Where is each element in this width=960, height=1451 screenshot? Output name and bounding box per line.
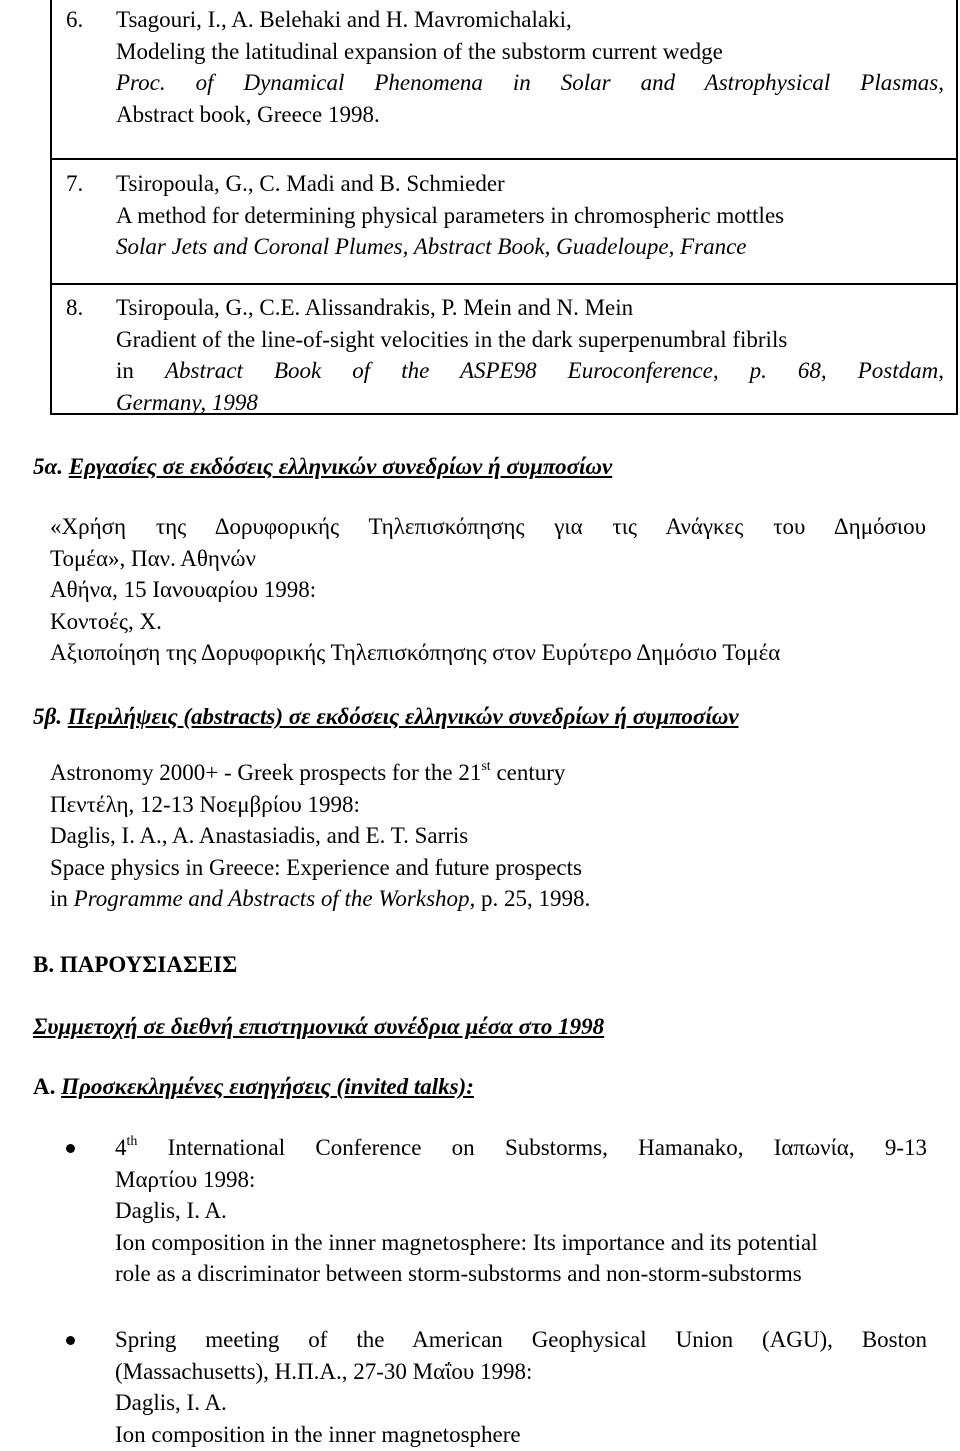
- reference-title: Modeling the latitudinal expansion of the substorm current wedge: [116, 38, 723, 64]
- section-5b-heading: 5β. Περιλήψεις (abstracts) σε εκδόσεις ελληνικών συνεδρίων ή συμποσίων: [33, 704, 739, 729]
- event-publication: in Programme and Abstracts of the Workshop, p. 25, 1998.: [50, 886, 591, 911]
- bullet-icon: [66, 1144, 75, 1153]
- event-title-cont: Τομέα», Παν. Αθηνών: [50, 545, 256, 571]
- event-place-date: Πεντέλη, 12-13 Νοεμβρίου 1998:: [50, 791, 360, 817]
- reference-venue-cont: Germany, 1998: [116, 389, 258, 415]
- reference-row-7: [52, 160, 956, 285]
- section-5a-heading: 5α. Εργασίες σε εκδόσεις ελληνικών συνεδρίων ή συμποσίων: [33, 454, 613, 479]
- reference-venue: Proc. of Dynamical Phenomena in Solar and Astrophysical Plasmas,: [116, 70, 944, 95]
- event-talk-title: Αξιοποίηση της Δορυφορικής Τηλεπισκόπησης στον Ευρύτερο Δημόσιο Τομέα: [50, 640, 781, 665]
- talk-title: Ion composition in the inner magnetosphere: [115, 1421, 521, 1447]
- conference-date: (Massachusetts), Η.Π.Α., 27-30 Μαΐου 1998:: [115, 1358, 533, 1384]
- bullet-icon: [66, 1336, 75, 1345]
- reference-authors: Tsiropoula, G., C.E. Alissandrakis, P. Mein and N. Mein: [116, 295, 634, 320]
- reference-title: Gradient of the line-of-sight velocities in the dark superpenumbral fibrils: [116, 326, 788, 352]
- section-b-subtitle: Συμμετοχή σε διεθνή επιστημονικά συνέδρια μέσα στο 1998: [33, 1014, 605, 1039]
- reference-venue-cont: Abstract book, Greece 1998.: [116, 101, 380, 127]
- reference-number: 7.: [66, 171, 84, 196]
- reference-row-8: [52, 285, 956, 415]
- conference-author: Daglis, I. A.: [115, 1390, 227, 1415]
- conference-author: Daglis, I. A.: [115, 1198, 227, 1223]
- list-item: [115, 1324, 927, 1450]
- reference-number: 8.: [66, 295, 84, 320]
- event-author: Κοντοές, Χ.: [50, 608, 162, 634]
- reference-number: 6.: [66, 7, 84, 32]
- reference-venue: in Abstract Book of the ASPE98 Euroconference, p. 68, Postdam,: [116, 358, 944, 383]
- event-authors: Daglis, I. A., A. Anastasiadis, and E. T. Sarris: [50, 823, 469, 848]
- talk-title: Ion composition in the inner magnetosphere: Its importance and its potential: [115, 1229, 818, 1255]
- conference-title: Spring meeting of the American Geophysical Union (AGU), Boston: [115, 1327, 927, 1352]
- section-5b-body: [50, 757, 926, 915]
- event-talk-title: Space physics in Greece: Experience and future prospects: [50, 854, 582, 880]
- conference-date: Μαρτίου 1998:: [115, 1166, 256, 1192]
- section-5a-body: [50, 511, 926, 669]
- section-b-heading: Β. ΠΑΡΟΥΣΙΑΣΕΙΣ: [33, 952, 238, 977]
- conference-title: 4th International Conference on Substorms, Hamanako, Ιαπωνία, 9-13: [115, 1134, 927, 1160]
- reference-title: A method for determining physical parameters in chromospheric mottles: [116, 202, 785, 228]
- reference-row-6: [52, 0, 956, 160]
- event-place-date: Αθήνα, 15 Ιανουαρίου 1998:: [50, 577, 317, 602]
- event-title: «Χρήση της Δορυφορικής Τηλεπισκόπησης για τις Ανάγκες του Δημόσιου: [50, 514, 926, 539]
- invited-talks-heading: Α. Προσκεκλημένες εισηγήσεις (invited talks):: [33, 1074, 474, 1099]
- talk-title-cont: role as a discriminator between storm-substorms and non-storm-substorms: [115, 1261, 802, 1286]
- list-item: [115, 1132, 927, 1290]
- reference-venue: Solar Jets and Coronal Plumes, Abstract Book, Guadeloupe, France: [116, 234, 747, 259]
- reference-authors: Tsagouri, I., A. Belehaki and H. Mavromichalaki,: [116, 7, 572, 32]
- references-table: [50, 0, 958, 415]
- reference-authors: Tsiropoula, G., C. Madi and B. Schmieder: [116, 171, 505, 196]
- event-title: Astronomy 2000+ - Greek prospects for the 21st century: [50, 759, 566, 785]
